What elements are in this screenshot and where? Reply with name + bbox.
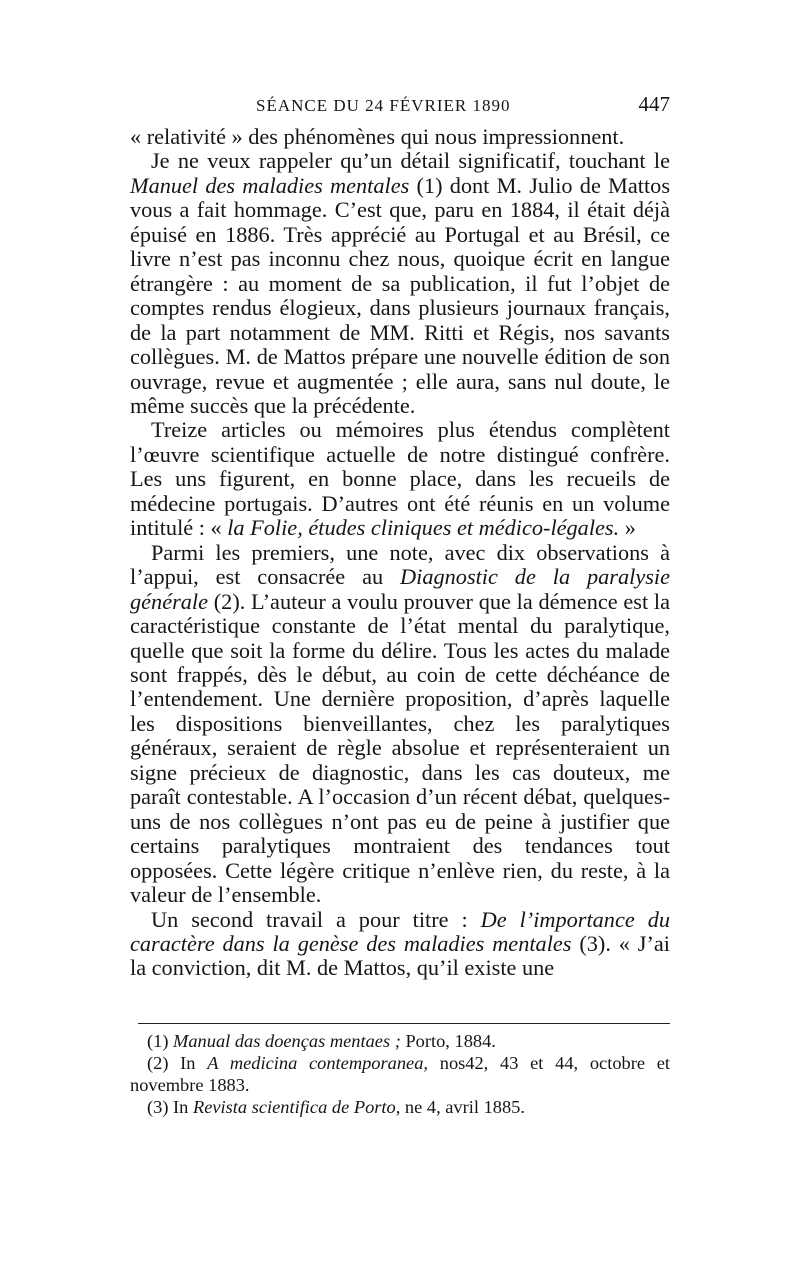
cited-title: Manual das doenças mentaes ; xyxy=(173,1031,401,1051)
text-run: Treize articles ou mémoires plus étendus complètent l’œuvre scientifique actuelle de notre distingué confrère. Les uns figurent, en bonne place, dans les recueils de médecine portugais. D’autres ont été réunis en un volume intitulé : « xyxy=(130,417,670,541)
paragraph xyxy=(130,418,670,540)
paragraph xyxy=(130,149,670,418)
book-title: la Folie, études cliniques et médico-légales. xyxy=(227,515,620,541)
text-run: Un second travail a pour titre : xyxy=(151,906,481,932)
text-run: Je ne veux rappeler qu’un détail significatif, touchant le xyxy=(151,148,670,174)
text-run: Parmi les premiers, une note, avec dix observations à l’appui, est consacrée au xyxy=(130,539,670,590)
paragraph xyxy=(130,908,670,981)
running-title: SÉANCE DU 24 FÉVRIER 1890 xyxy=(256,96,511,115)
paragraph xyxy=(130,125,670,149)
book-title: Manuel des maladies mentales xyxy=(130,172,410,198)
footnote-text: (1) xyxy=(147,1031,174,1051)
footnote-text: ne 4, avril 1885. xyxy=(400,1097,525,1117)
text-run: (3). « J’ai la conviction, dit M. de Mattos, qu’il existe une xyxy=(130,930,671,981)
text-run: » xyxy=(619,515,636,541)
footnote-divider xyxy=(138,1023,670,1024)
body-text xyxy=(130,125,670,981)
cited-title: A medicina contemporanea, xyxy=(207,1053,429,1073)
text-run: (1) dont M. Julio de Mattos vous a fait hommage. C’est que, paru en 1884, il était déjà épuisé en 1886. Très apprécié au Portugal et au Brésil, ce livre n’est pas inconnu chez nous, quoique écrit en langue étrangère : au moment de sa publication, il fut l’objet de comptes rendus élogieux, dans plusieurs journaux français, de la part notamment de MM. Ritti et Régis, nos savants collègues. M. de Mattos prépare une nouvelle édition de son ouvrage, revue et augmentée ; elle aura, sans nul doute, le même succès que la précédente. xyxy=(130,172,670,418)
footnote xyxy=(130,1030,670,1052)
footnote xyxy=(130,1052,670,1096)
footnote-text: nos42, 43 et 44, octobre et novembre 1883. xyxy=(130,1053,670,1095)
text-run: « relativité » des phénomènes qui nous impressionnent. xyxy=(130,124,625,149)
footnote-text: (2) In xyxy=(147,1053,208,1073)
article-title: Diagnostic de la paralysie générale xyxy=(130,564,670,614)
page-number: 447 xyxy=(638,92,670,116)
cited-title: Revista scientifica de Porto, xyxy=(192,1097,401,1117)
footnotes xyxy=(130,1030,670,1118)
text-run: (2). L’auteur a voulu prouver que la démence est la caractéristique constante de l’état mental du paralytique, quelle que soit la forme du délire. Tous les actes du malade sont frappés, dès le début, au coin de cette déchéance de l’entendement. Une dernière proposition, d’après laquelle les dispositions bienveillantes, chez les paralytiques généraux, seraient de règle absolue et représenteraient un signe précieux de diagnostic, dans les cas douteux, me paraît contestable. A l’occasion d’un récent débat, quelques-uns de nos collègues n’ont pas eu de peine à justifier que certains paralytiques montraient des tendances tout opposées. Cette légère critique n’enlève rien, du reste, à la valeur de l’ensemble. xyxy=(130,588,670,908)
paragraph xyxy=(130,541,670,908)
footnote-text: (3) In xyxy=(147,1097,193,1117)
article-title: De l’importance du caractère dans la genèse des maladies mentales xyxy=(130,906,670,956)
footnote xyxy=(130,1096,670,1118)
footnote-text: Porto, 1884. xyxy=(400,1031,496,1051)
page-header xyxy=(130,88,670,122)
